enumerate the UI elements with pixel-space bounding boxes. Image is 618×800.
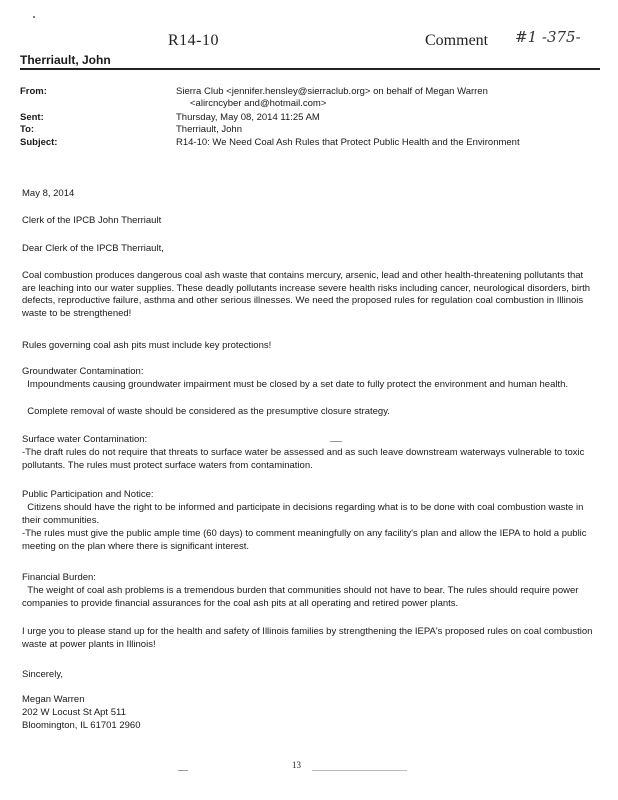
groundwater-point-2: Complete removal of waste should be considered as the presumptive closure strategy. <box>22 406 390 417</box>
public-heading: Public Participation and Notice: <box>22 489 154 500</box>
from-value-line1: Sierra Club <jennifer.hensley@sierraclub.org> on behalf of Megan Warren <box>176 86 488 97</box>
sent-label: Sent: <box>20 112 44 123</box>
public-point-2: -The rules must give the public ample time (60 days) to comment meaningfully on any facility's plan and allow the IEPA to hold a public meeting on the plan where there is significant interest. <box>22 528 587 552</box>
sent-value: Thursday, May 08, 2014 11:25 AM <box>176 112 320 123</box>
scan-noise-line <box>178 770 188 771</box>
sender-name: Megan Warren <box>22 694 85 705</box>
letter-date: May 8, 2014 <box>22 188 75 199</box>
header-rule <box>20 68 600 70</box>
page-number: 13 <box>292 760 301 770</box>
rules-intro: Rules governing coal ash pits must include key protections! <box>22 340 272 351</box>
surface-point-1: -The draft rules do not require that threats to surface water be assessed and as such leave downstream waterways vulnerable to toxic pollutants. The rules must protect surface waters from contamination. <box>22 447 585 471</box>
to-label: To: <box>20 124 35 135</box>
financial-heading: Financial Burden: <box>22 572 96 583</box>
signoff: Sincerely, <box>22 669 64 680</box>
letter-salutation: Dear Clerk of the IPCB Therriault, <box>22 243 164 254</box>
intro-paragraph: Coal combustion produces dangerous coal ash waste that contains mercury, arsenic, lead and other health-threatening pollutants that are leaching into our water supplies. These deadly pollutants increase severe health risks including cancer, neurological disorders, birth defects, reproductive failure, asthma and other serious illnesses. We need the proposed rules for regulation coal combustion in Illinois waste to be strengthened! <box>22 270 591 319</box>
sender-address-line1: 202 W Locust St Apt 511 <box>22 707 126 718</box>
docket-stamp: R14-10 <box>168 32 219 49</box>
to-value: Therriault, John <box>176 124 243 135</box>
surface-heading: Surface water Contamination: <box>22 434 148 445</box>
from-value <box>176 86 488 110</box>
groundwater-point-1: Impoundments causing groundwater impairment must be closed by a set date to fully protect the environment and human health. <box>22 379 569 390</box>
groundwater-heading: Groundwater Contamination: <box>22 366 144 377</box>
sender-address-line2: Bloomington, IL 61701 2960 <box>22 720 141 731</box>
financial-point-1: The weight of coal ash problems is a tremendous burden that communities should not have to bear. The rules should require power companies to provide financial assurances for the coal ash pits at all operating and retired power plants. <box>22 585 582 609</box>
subject-value: R14-10: We Need Coal Ash Rules that Protect Public Health and the Environment <box>176 137 520 148</box>
from-label: From: <box>20 86 47 97</box>
scan-noise-line <box>312 770 407 771</box>
letter-addressee: Clerk of the IPCB John Therriault <box>22 215 162 226</box>
subject-label: Subject: <box>20 137 58 148</box>
public-point-1: Citizens should have the right to be informed and participate in decisions regarding what is to be done with coal combustion waste in their communities. <box>22 502 586 526</box>
from-value-line2: <alircncyber and@hotmail.com> <box>190 98 327 109</box>
recipient-name: Therriault, John <box>20 53 111 67</box>
scan-speck <box>33 16 35 18</box>
handwritten-comment-number: #1 -375- <box>515 28 581 46</box>
comment-stamp: Comment <box>425 32 489 49</box>
closing-plea: I urge you to please stand up for the health and safety of Illinois families by strengthening the IEPA's proposed rules on coal combustion waste at power plants in Illinois! <box>22 626 593 650</box>
